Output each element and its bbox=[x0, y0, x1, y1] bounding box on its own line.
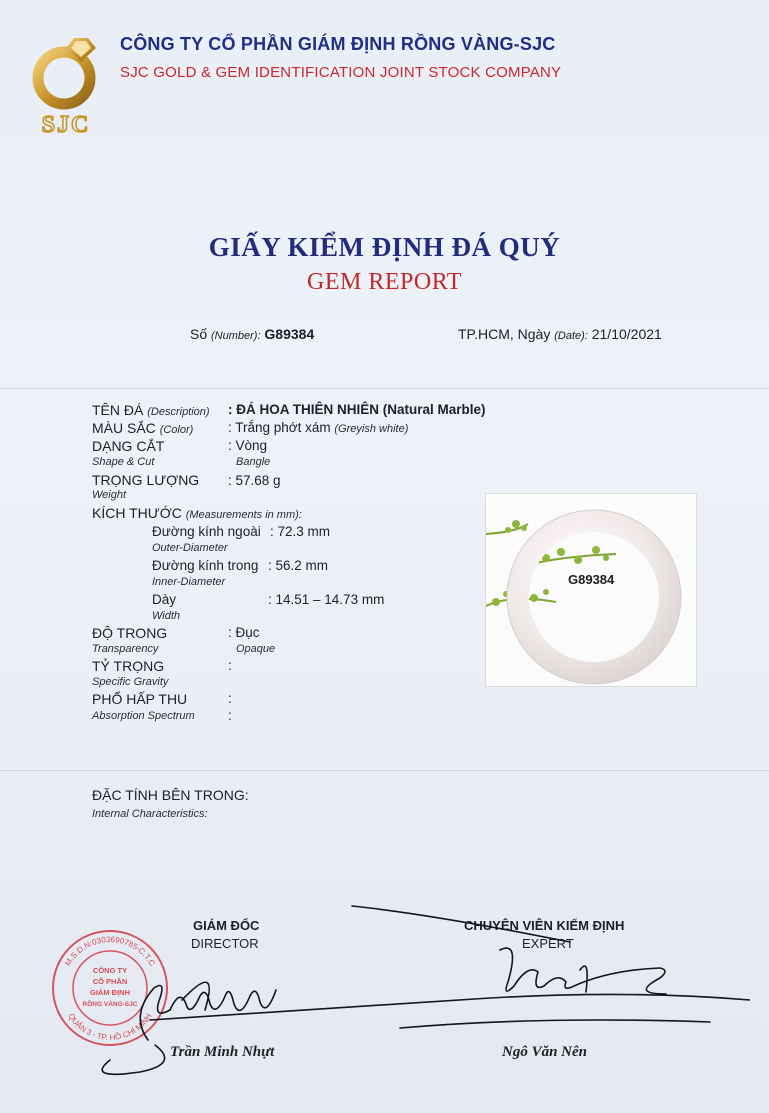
width-value: : 14.51 – 14.73 mm bbox=[268, 592, 385, 607]
company-name-vn: CÔNG TY CỔ PHẦN GIÁM ĐỊNH RỒNG VÀNG-SJC bbox=[120, 34, 556, 54]
weight-label: TRỌNG LƯỢNG bbox=[92, 472, 200, 488]
gravity-label: TỶ TRỌNG bbox=[92, 658, 165, 674]
spectrum-label-en: Absorption Spectrum bbox=[92, 710, 195, 722]
number-label-en: (Number): bbox=[211, 330, 261, 342]
report-number bbox=[190, 326, 314, 342]
color-label: MÀU SẮC bbox=[92, 420, 156, 436]
report-date bbox=[458, 326, 662, 342]
director-name: Trần Minh Nhựt bbox=[170, 1044, 275, 1060]
spectrum-label: PHỔ HẤP THU bbox=[92, 691, 188, 707]
number-value: G89384 bbox=[264, 326, 315, 342]
fold-line bbox=[0, 770, 769, 771]
expert-title-en: EXPERT bbox=[522, 936, 574, 951]
transparency-label: ĐỘ TRONG bbox=[92, 625, 168, 641]
color-value bbox=[228, 420, 408, 435]
report-title-vn: GIẤY KIỂM ĐỊNH ĐÁ QUÝ bbox=[208, 232, 561, 262]
stamp-line-4: RỒNG VÀNG-SJC bbox=[82, 1001, 138, 1008]
expert-title: CHUYÊN VIÊN KIỂM ĐỊNH bbox=[464, 918, 625, 933]
color-value-vn: : Trắng phớt xám bbox=[228, 420, 331, 435]
stamp-line-3: GIÁM ĐỊNH bbox=[90, 988, 130, 997]
transparency-label-en: Transparency bbox=[92, 643, 159, 655]
svg-text:SJC: SJC bbox=[41, 112, 91, 138]
director-title: GIÁM ĐỐC bbox=[193, 918, 260, 933]
internal-label-en: Internal Characteristics: bbox=[92, 808, 208, 820]
photo-caption: G89384 bbox=[568, 572, 615, 587]
measurements-label-en: (Measurements in mm): bbox=[185, 509, 302, 521]
measurements-label: KÍCH THƯỚC bbox=[92, 505, 182, 521]
date-value: 21/10/2021 bbox=[591, 326, 662, 342]
report-title-en: GEM REPORT bbox=[307, 269, 462, 295]
gravity-label-en: Specific Gravity bbox=[92, 676, 169, 688]
spectrum-value: : bbox=[228, 691, 232, 706]
inner-diameter-value: : 56.2 mm bbox=[268, 558, 329, 573]
stamp-ring-bottom: QUẬN 3 - TP. HỒ CHÍ MINH bbox=[66, 1011, 154, 1043]
measurements-row bbox=[92, 505, 302, 521]
sjc-logo bbox=[30, 28, 104, 138]
director-title-en: DIRECTOR bbox=[191, 936, 259, 951]
description-row bbox=[92, 402, 210, 418]
transparency-value: : Đục bbox=[228, 625, 260, 640]
width-label: Dày bbox=[152, 592, 177, 607]
gem-photo bbox=[486, 494, 696, 686]
company-name-en: SJC GOLD & GEM IDENTIFICATION JOINT STOCK COMPANY bbox=[120, 64, 562, 81]
stamp-line-1: CÔNG TY bbox=[92, 966, 128, 975]
stamp-line-2: CỔ PHẦN bbox=[92, 977, 128, 986]
expert-name: Ngô Văn Nên bbox=[502, 1044, 588, 1060]
weight-label-en: Weight bbox=[92, 489, 127, 501]
description-label-en: (Description) bbox=[147, 406, 210, 418]
stamp-ring-top: M.S.D.N:0303690785-C.T.C bbox=[63, 934, 157, 968]
description-label: TÊN ĐÁ bbox=[92, 402, 144, 418]
spectrum-value-2: : bbox=[228, 708, 232, 723]
handwritten-signatures bbox=[70, 900, 750, 1090]
weight-value: : 57.68 g bbox=[228, 473, 281, 488]
internal-label: ĐẶC TÍNH BÊN TRONG: bbox=[92, 787, 249, 803]
outer-diameter-value: : 72.3 mm bbox=[270, 524, 331, 539]
date-label-en: (Date): bbox=[554, 330, 588, 342]
shape-label-en: Shape & Cut bbox=[92, 456, 155, 468]
inner-diameter-label: Đường kính trong bbox=[152, 558, 259, 573]
shape-value: : Vòng bbox=[228, 438, 268, 453]
color-row bbox=[92, 420, 193, 436]
number-label: Số bbox=[190, 326, 208, 342]
gravity-value: : bbox=[228, 658, 232, 673]
outer-diameter-label: Đường kính ngoài bbox=[152, 524, 261, 539]
width-label-en: Width bbox=[152, 610, 181, 622]
transparency-value-en: Opaque bbox=[236, 643, 276, 655]
shape-value-en: Bangle bbox=[236, 456, 271, 468]
date-label: TP.HCM, Ngày bbox=[458, 326, 551, 342]
outer-diameter-label-en: Outer-Diameter bbox=[152, 542, 228, 554]
description-value: : ĐÁ HOA THIÊN NHIÊN (Natural Marble) bbox=[228, 402, 486, 417]
inner-diameter-label-en: Inner-Diameter bbox=[152, 576, 226, 588]
color-value-en: (Greyish white) bbox=[334, 423, 409, 435]
shape-label: DẠNG CẮT bbox=[92, 438, 165, 454]
fold-line bbox=[0, 388, 769, 389]
color-label-en: (Color) bbox=[159, 424, 194, 436]
